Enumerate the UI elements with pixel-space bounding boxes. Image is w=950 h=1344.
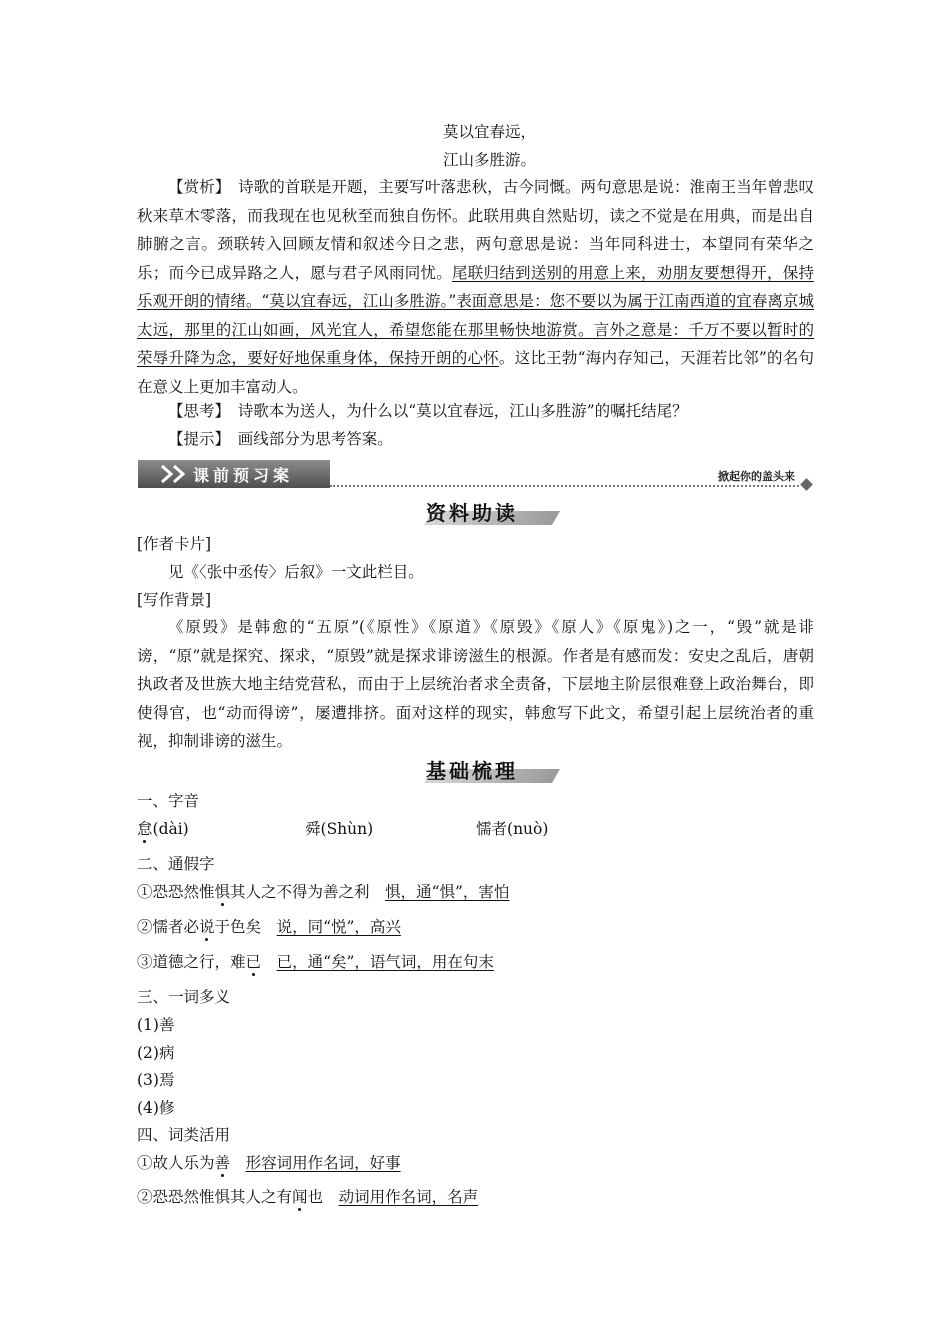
sentence-pre: 故人乐为 xyxy=(152,1154,215,1172)
loan-char-item xyxy=(137,878,509,906)
pronunciation-item xyxy=(137,815,189,843)
item-number: ① xyxy=(137,1154,153,1172)
hint-tag: 【提示】 xyxy=(168,430,223,448)
sentence-post: 于色矣 xyxy=(214,918,262,936)
loan-char-item xyxy=(137,948,494,976)
pinyin: (nuò) xyxy=(507,820,549,838)
dotted-char: 已 xyxy=(245,953,262,971)
dotted-char: 怠 xyxy=(137,820,153,838)
dotted-char: 惧 xyxy=(214,883,231,901)
char: 舜 xyxy=(305,820,321,838)
dotted-char: 说 xyxy=(199,918,215,936)
sentence-pre: 道德之行，难 xyxy=(152,953,246,971)
hint-text: 画线部分为思考答案。 xyxy=(222,430,393,448)
banner-title: 课前预习案 xyxy=(193,466,294,485)
chevron-icon xyxy=(172,464,186,484)
poem-line: 莫以宜春远， xyxy=(443,123,537,141)
subheading: 一、字音 xyxy=(137,792,200,810)
word-class-item xyxy=(137,1149,401,1177)
answer: 已，通“矣”，语气词，用在句末 xyxy=(276,953,494,971)
polysemy-item: (1)善 xyxy=(137,1016,175,1034)
item-number: ② xyxy=(137,918,153,936)
item-number: ③ xyxy=(137,953,153,971)
polysemy-item: (2)病 xyxy=(137,1044,175,1062)
pinyin: (dài) xyxy=(152,820,189,838)
sentence-post: 其人之不得为善之利 xyxy=(230,883,370,901)
section-title: 资料助读 xyxy=(426,501,518,525)
hint-line xyxy=(168,425,393,453)
author-card-label: [作者卡片] xyxy=(137,535,212,553)
underlined-answer: 尾联归结到送别的用意上来，劝朋友要想得开，保持乐观开朗的情绪。“莫以宜春远，江山多胜游。”表面意思是：您不要以为属于江南西道的宜春离京城太远，那里的江山如画，风光宜人，希望您能在那里畅快地游赏。言外之意是：千万不要以暂时的荣辱升降为念，要好好地保重身体，保持开朗的心怀 xyxy=(137,263,814,367)
item-number: ② xyxy=(137,1188,153,1206)
word-class-item xyxy=(137,1183,478,1211)
subheading: 四、词类活用 xyxy=(137,1126,231,1144)
pronunciation-item xyxy=(305,815,373,843)
loan-char-item xyxy=(137,913,401,941)
dotted-char: 闻 xyxy=(292,1188,308,1206)
author-card-text: 见《〈张中丞传〉后叙》一文此栏目。 xyxy=(168,563,424,581)
banner-divider xyxy=(330,485,799,487)
sentence-pre: 懦者必 xyxy=(152,918,200,936)
pinyin: (Shùn) xyxy=(320,820,374,838)
section-title: 基础梳理 xyxy=(426,759,518,783)
char: 懦者 xyxy=(476,820,508,838)
subheading: 二、通假字 xyxy=(137,855,215,873)
appreciation-tail: 。这比王勃“海内存知己，天涯若比邻”的名句在意义上更加丰富动人。 xyxy=(137,349,814,396)
sentence-pre: 恐恐然惟 xyxy=(152,883,215,901)
section-banner xyxy=(138,460,813,490)
pronunciation-item xyxy=(476,815,548,843)
sentence-pre: 恐恐然惟惧其人之有 xyxy=(152,1188,293,1206)
think-line xyxy=(168,397,688,425)
item-number: ① xyxy=(137,883,153,901)
polysemy-item: (4)修 xyxy=(137,1099,175,1117)
appreciation-paragraph xyxy=(137,173,814,401)
polysemy-item: (3)焉 xyxy=(137,1071,175,1089)
section-heading xyxy=(402,497,562,531)
banner-subtitle: 掀起你的盖头来 xyxy=(718,470,795,483)
answer: 惧，通“惧”，害怕 xyxy=(385,883,510,901)
answer: 说，同“悦”，高兴 xyxy=(276,918,401,936)
section-heading xyxy=(402,755,562,789)
think-text: 诗歌本为送人，为什么以“莫以宜春远，江山多胜游”的嘱托结尾？ xyxy=(222,402,688,420)
appreciation-tag: 【赏析】 xyxy=(168,178,223,196)
appreciation-text: 诗歌的首联是开题，主要写叶落悲秋，古今同慨。两句意思是说：淮南王当年曾悲叹秋来草木零落，而我现在也见秋至而独自伤怀。此联用典自然贴切，读之不觉是在用典，而是出自肺腑之言。颈联转入回顾友情和叙述今日之悲，两句意思是说：当年同科进士，本望同有荣华之乐；而今已成异路之人，愿与君子风雨同忧。 xyxy=(137,178,814,282)
background-paragraph: 《原毁》是韩愈的“五原”(《原性》《原道》《原毁》《原人》《原鬼》)之一，“毁”就是诽谤，“原”就是探究、探求，“原毁”就是探求诽谤滋生的根源。作者是有感而发：安史之乱后，唐朝执政者及世族大地主结党营私，而由于上层统治者求全责备，下层地主阶层很难登上政治舞台，即使得官，也“动而得谤”，屡遭排挤。面对这样的现实，韩愈写下此文，希望引起上层统治者的重视，抑制诽谤的滋生。 xyxy=(137,618,814,750)
diamond-icon xyxy=(800,478,813,491)
sentence-post: 也 xyxy=(307,1188,324,1206)
answer: 形容词用作名词，好事 xyxy=(245,1154,401,1172)
poem-line: 江山多胜游。 xyxy=(443,151,537,169)
subheading: 三、一词多义 xyxy=(137,988,231,1006)
answer: 动词用作名词，名声 xyxy=(338,1188,479,1206)
background-label: [写作背景] xyxy=(137,591,212,609)
dotted-char: 善 xyxy=(214,1154,231,1172)
think-tag: 【思考】 xyxy=(168,402,223,420)
